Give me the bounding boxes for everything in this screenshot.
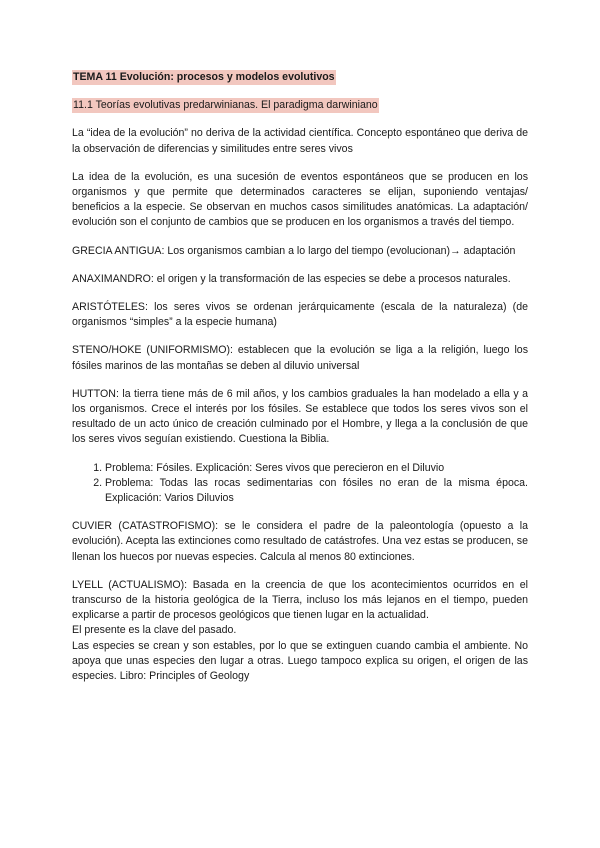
title-row [72, 70, 528, 85]
paragraph-evolution-definition: La idea de la evolución, es una sucesión de eventos espontáneos que se producen en los organismos y que permite que determinados caracteres se elijan, suponiendo ventajas/ beneficios a la especie. Se observan en muchos casos similitudes anatómicas. La adaptación/ evolución son el conjunto de cambios que se producen en los organismos a través del tiempo. [72, 170, 528, 229]
paragraph-cuvier: CUVIER (CATASTROFISMO): se le considera el padre de la paleontología (opuesto a la evolución). Acepta las extinciones como resultado de catástrofes. Una vez estas se producen, se llenan los huecos por nuevas especies. Calcula al menos 80 extinciones. [72, 520, 528, 563]
subtitle-row [72, 98, 528, 113]
paragraph-species-stable: Las especies se crean y son estables, por lo que se extinguen cuando cambia el ambiente. No apoya que unas especies den lugar a otras. Luego tampoco explica su origen, el origen de las especies. Libro: Principles of Geology [72, 639, 528, 683]
paragraph-aristoteles: ARISTÓTELES: los seres vivos se ordenan jerárquicamente (escala de la naturaleza) (de organismos “simples” a la especie humana) [72, 301, 528, 329]
problems-list [72, 461, 528, 507]
paragraph-idea-origin: La “idea de la evolución” no deriva de la actividad científica. Concepto espontáneo que deriva de la observación de diferencias y similitudes entre seres vivos [72, 127, 528, 155]
paragraph-anaximandro: ANAXIMANDRO: el origen y la transformación de las especies se debe a procesos naturales. [72, 272, 511, 285]
document-page [72, 70, 528, 684]
paragraph-steno-hoke: STENO/HOKE (UNIFORMISMO): establecen que la evolución se liga a la religión, luego los fósiles marinos de las montañas se deben al diluvio universal [72, 344, 528, 372]
list-item: 1. Problema: Fósiles. Explicación: Seres vivos que perecieron en el Diluvio [105, 461, 528, 476]
section-subtitle: 11.1 Teorías evolutivas predarwinianas. El paradigma darwiniano [72, 98, 379, 113]
paragraph-lyell: LYELL (ACTUALISMO): Basada en la creencia de que los acontecimientos ocurridos en el transcurso de la historia geológica de la Tierra, incluso los más lejanos en el tiempo, pueden explicarse a partir de procesos geológicos que tienen lugar en la actualidad. [72, 578, 528, 622]
paragraph-present-key: El presente es la clave del pasado. [72, 624, 237, 637]
document-title: TEMA 11 Evolución: procesos y modelos evolutivos [72, 70, 336, 85]
paragraph-grecia-antigua: GRECIA ANTIGUA: Los organismos cambian a lo largo del tiempo (evolucionan)→ adaptación [72, 244, 516, 257]
paragraph-hutton: HUTTON: la tierra tiene más de 6 mil años, y los cambios graduales la han modelado a ella y a los organismos. Crece el interés por los fósiles. Se establece que todos los seres vivos son el resultado de un acto único de creación culminado por el Hombre, y llega a la conclusión de que los seres vivos seguían existiendo. Cuestiona la Biblia. [72, 387, 528, 446]
list-item: 2. Problema: Todas las rocas sedimentarias con fósiles no eran de la misma época. Explicación: Varios Diluvios [105, 476, 528, 506]
